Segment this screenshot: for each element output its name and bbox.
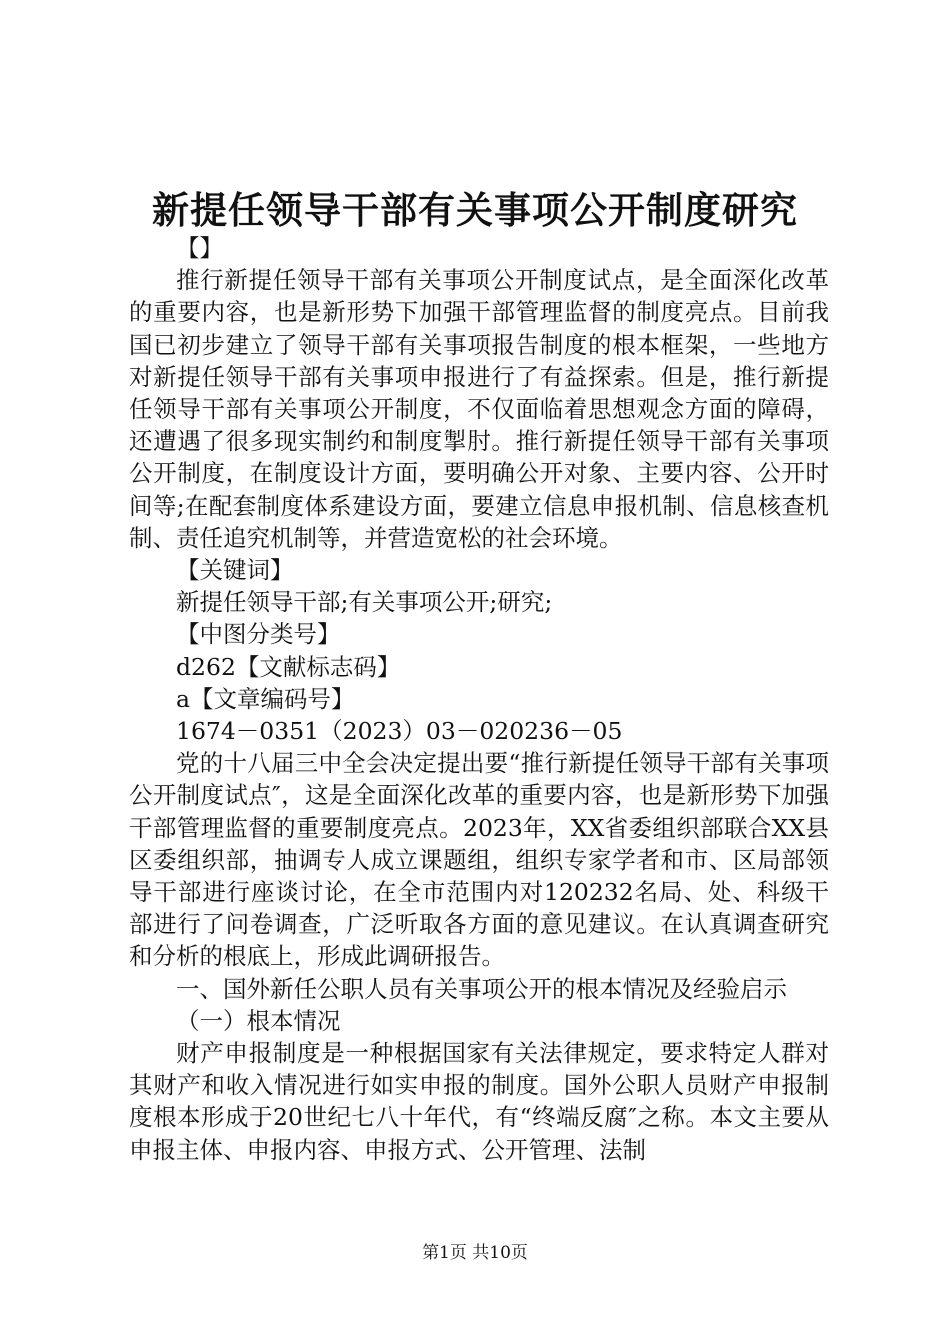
keywords-label: 【关键词】	[176, 556, 294, 585]
document-body	[129, 232, 829, 1166]
clc-label: 【中图分类号】	[176, 620, 341, 649]
abstract-label: 【】	[176, 234, 223, 262]
document-title: 新提任领导干部有关事项公开制度研究	[152, 188, 798, 232]
keywords-value: 新提任领导干部;有关事项公开;研究;	[176, 588, 553, 617]
body-paragraph: 财产申报制度是一种根据国家有关法律规定，要求特定人群对其财产和收入情况进行如实申报的制度。国外公职人员财产申报制度根本形成于20世纪七八十年代，有“终端反腐″之称。本文主要从申报主体、申报内容、申报方式、公开管理、法制	[129, 1039, 829, 1164]
article-number: 1674－0351（2023）03－020236－05	[176, 717, 623, 746]
clc-value: d262【文献标志码】	[176, 652, 401, 681]
doc-code-value: a【文章编码号】	[176, 684, 355, 713]
abstract-paragraph: 推行新提任领导干部有关事项公开制度试点，是全面深化改革的重要内容，也是新形势下加强干部管理监督的制度亮点。目前我国已初步建立了领导干部有关事项报告制度的根本框架，一些地方对新提任领导干部有关事项申报进行了有益探索。但是，推行新提任领导干部有关事项公开制度，不仅面临着思想观念方面的障碍，还遭遇了很多现实制约和制度掣肘。推行新提任领导干部有关事项公开制度，在制度设计方面，要明确公开对象、主要内容、公开时间等;在配套制度体系建设方面，要建立信息申报机制、信息核查机制、责任追究机制等，并营造宽松的社会环境。	[129, 266, 829, 552]
section-heading: 一、国外新任公职人员有关事项公开的根本情况及经验启示	[176, 974, 787, 1003]
page-footer: 第1页 共10页	[422, 1243, 528, 1263]
intro-paragraph: 党的十八届三中全会决定提出要“推行新提任领导干部有关事项公开制度试点″，这是全面深化改革的重要内容，也是新形势下加强干部管理监督的重要制度亮点。2023年，XX省委组织部联合XX县区委组织部，抽调专人成立课题组，组织专家学者和市、区局部领导干部进行座谈讨论，在全市范围内对120232名局、处、科级干部进行了问卷调查，广泛听取各方面的意见建议。在认真调查研究和分析的根底上，形成此调研报告。	[129, 749, 829, 971]
subsection-heading: （一）根本情况	[176, 1006, 341, 1035]
